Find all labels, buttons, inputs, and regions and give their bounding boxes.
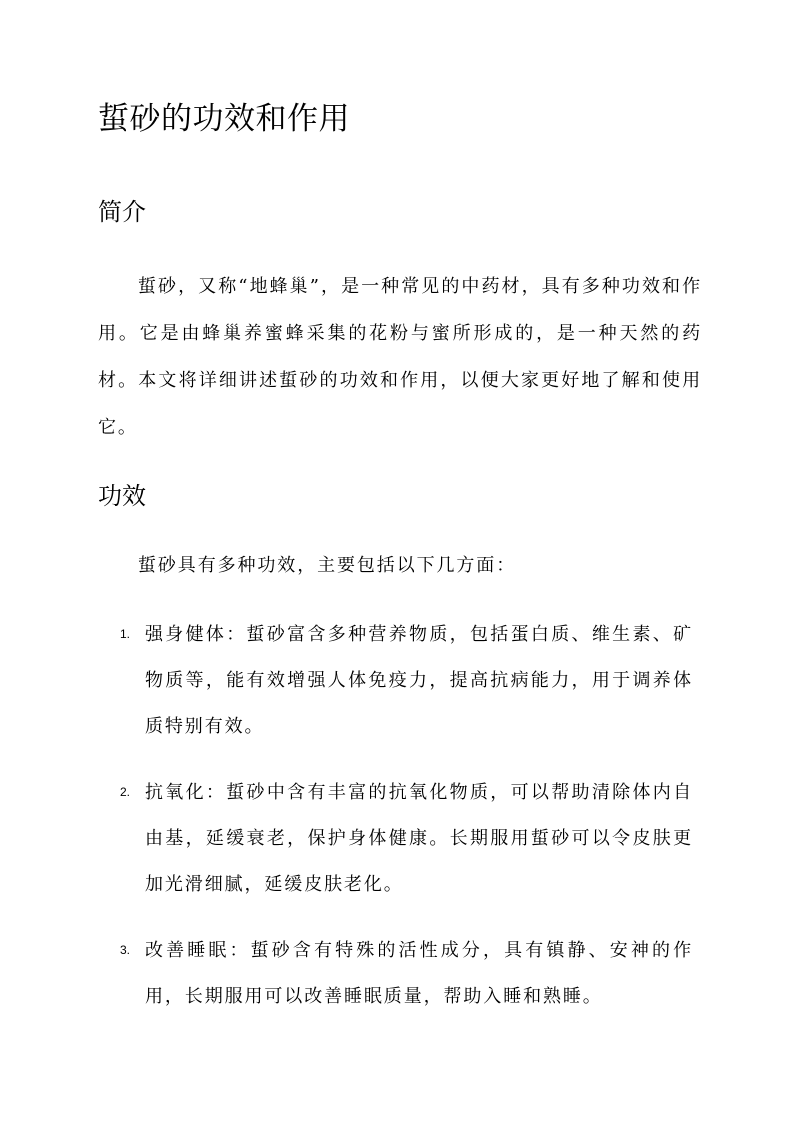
list-item-text: 改善睡眠：蜇砂含有特殊的活性成分，具有镇静、安神的作用，长期服用可以改善睡眠质量，帮助入睡和熟睡。 — [145, 940, 693, 1007]
list-marker: 1. — [120, 627, 131, 641]
intro-heading: 简介 — [98, 198, 146, 226]
list-marker: 3. — [120, 943, 131, 957]
list-item-text: 强身健体：蜇砂富含多种营养物质，包括蛋白质、维生素、矿物质等，能有效增强人体免疫力，提高抗病能力，用于调养体质特别有效。 — [145, 624, 693, 737]
list-marker: 2. — [120, 785, 131, 799]
list-item-text: 抗氧化：蜇砂中含有丰富的抗氧化物质，可以帮助清除体内自由基，延缓衰老，保护身体健康。长期服用蜇砂可以令皮肤更加光滑细腻，延缓皮肤老化。 — [145, 782, 693, 895]
document-title: 蜇砂的功效和作用 — [98, 101, 350, 137]
effects-heading: 功效 — [98, 482, 146, 510]
intro-paragraph: 蜇砂，又称“地蜂巢”，是一种常见的中药材，具有多种功效和作用。它是由蜂巢养蜜蜂采集的花粉与蜜所形成的，是一种天然的药材。本文将详细讲述蜇砂的功效和作用，以便大家更好地了解和使用它。 — [98, 276, 702, 438]
effects-lead-paragraph: 蜇砂具有多种功效，主要包括以下几方面： — [138, 555, 517, 576]
